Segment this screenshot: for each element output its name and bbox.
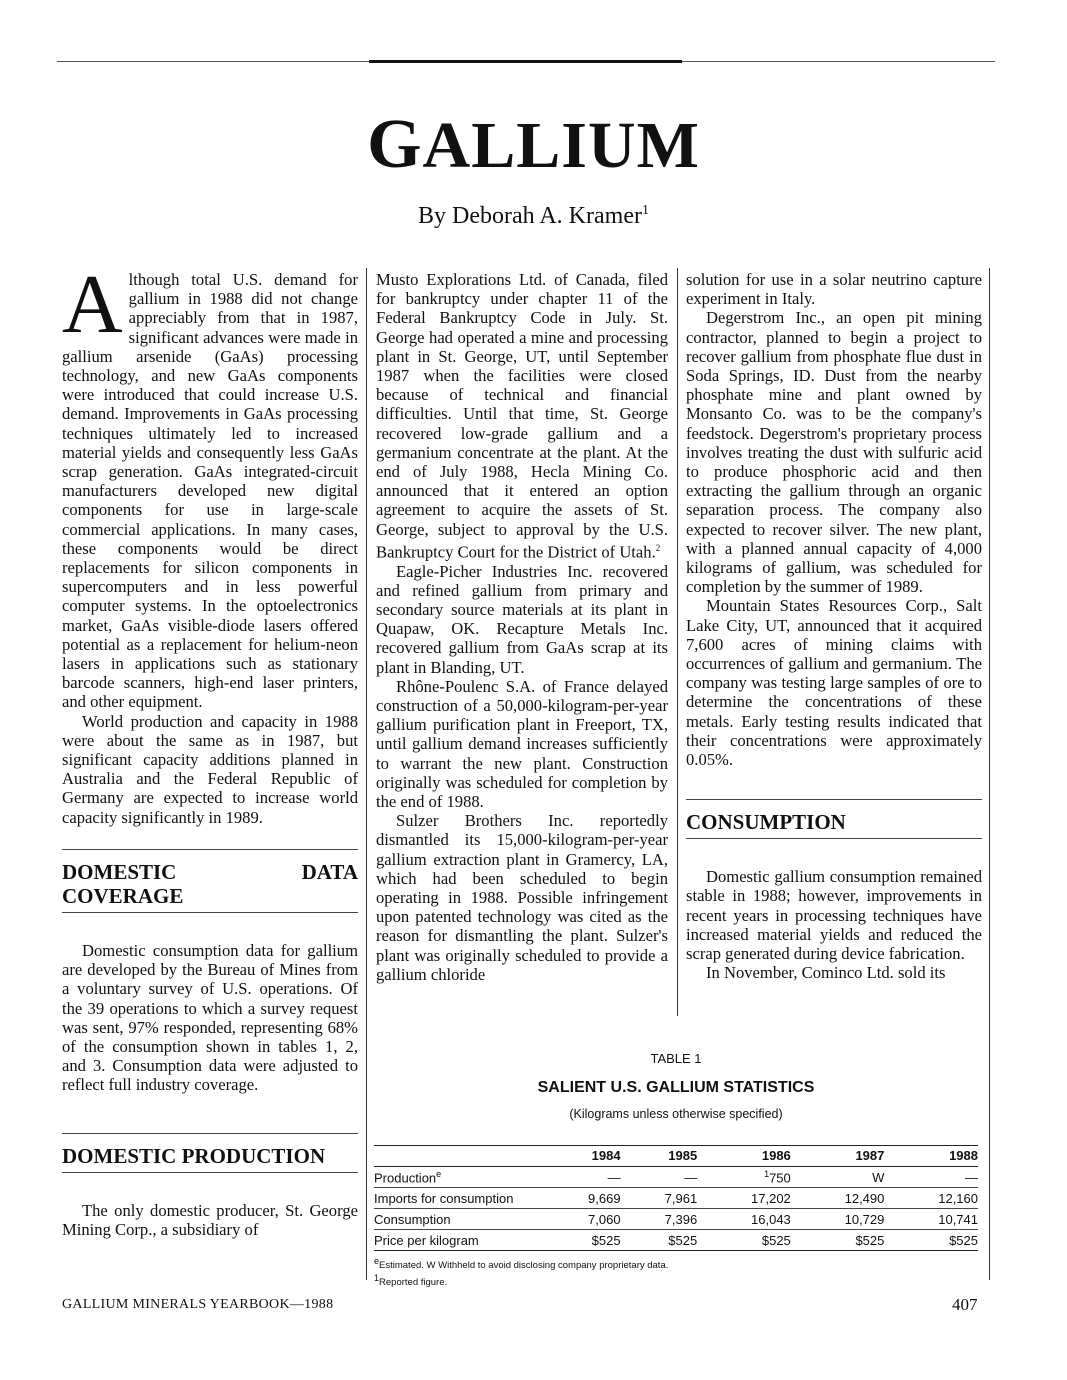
table-cell: 7,396 <box>621 1209 698 1230</box>
column-1 <box>62 258 358 1239</box>
table-note: $^1$Reported figure. <box>374 1273 448 1289</box>
table-cell: 10,741 <box>884 1209 978 1230</box>
table-cell: — <box>884 1167 978 1188</box>
table-cell: — <box>621 1167 698 1188</box>
table-subtitle: (Kilograms unless otherwise specified) <box>569 1107 783 1121</box>
table-note: $^e$Estimated. W Withheld to avoid disclosing company proprietary data. <box>374 1256 669 1272</box>
header-cell: 1985 <box>621 1146 698 1167</box>
section-rule <box>62 1172 358 1173</box>
table-cell: 17,202 <box>697 1188 791 1209</box>
page-number: 407 <box>952 1295 978 1314</box>
table-cell: $525 <box>884 1230 978 1251</box>
paragraph: Eagle-Picher Industries Inc. recovered and refined gallium from primary and secondary source materials at its plant in Quapaw, OK. Recapture Metals Inc. recovered gallium from GaAs scrap at its plant in Blanding, UT. <box>376 561 668 677</box>
table-cell: 10,729 <box>791 1209 885 1230</box>
table-cell: $525 <box>544 1230 621 1251</box>
header-cell: 1986 <box>697 1146 791 1167</box>
paragraph: Musto Explorations Ltd. of Canada, filed for bankruptcy under chapter 11 of the Federal Bankruptcy Code in July. St. George had operated a mine and processing plant in St. George, UT, until September 1987 when the facilities were closed because of technical and financial difficulties. Until that time, St. George recovered low-grade gallium and a germanium concentrate at the plant. At the end of July 1988, Hecla Mining Co. announced that it entered an option agreement to acquire the assets of St. George, subject to approval by the U.S. Bankruptcy Court for the District of Utah.$^2$ <box>376 270 668 562</box>
paragraph: In November, Cominco Ltd. sold its <box>706 963 946 983</box>
running-footer: GALLIUM MINERALS YEARBOOK—1988 <box>62 1297 334 1312</box>
table-notes <box>374 1255 978 1289</box>
row-label: Consumption <box>374 1209 544 1230</box>
column-divider <box>989 268 990 1280</box>
table-cell: 16,043 <box>697 1209 791 1230</box>
table-cell: 9,669 <box>544 1188 621 1209</box>
paragraph: solution for use in a solar neutrino capture experiment in Italy. <box>686 270 982 309</box>
paragraph: Rhône-Poulenc S.A. of France delayed construction of a 50,000-kilogram-per-year gallium purification plant in Freeport, TX, until gallium demand increases sufficiently to warrant the new plant. Construction originally was scheduled for completion by the end of 1988. <box>376 676 668 812</box>
table-cell: $525 <box>697 1230 791 1251</box>
paragraph: Domestic consumption data for gallium are developed by the Bureau of Mines from a voluntary survey of U.S. operations. Of the 39 operations to which a survey request was sent, 97% responded, representing 68% of the consumption shown in tables 1, 2, and 3. Consumption data were adjusted to reflect full industry coverage. <box>62 940 358 1095</box>
header-cell <box>374 1146 544 1167</box>
table-cell: 7,060 <box>544 1209 621 1230</box>
footnote-marker: 2 <box>655 542 661 553</box>
table-number: TABLE 1 <box>650 1051 702 1066</box>
section-rule <box>62 912 358 913</box>
table-row <box>374 1188 978 1209</box>
section-domestic-data-coverage <box>62 849 358 913</box>
row-label: Production$^e$ <box>374 1167 544 1188</box>
page-title: GALLIUM <box>367 106 700 183</box>
footnote-marker: 1 <box>764 1168 770 1179</box>
row-label: Imports for consumption <box>374 1188 544 1209</box>
table-cell: $525 <box>621 1230 698 1251</box>
table-1 <box>374 1050 978 1289</box>
byline: By Deborah A. Kramer$^1$ <box>418 203 649 229</box>
paragraph: The only domestic producer, St. George Mining Corp., a subsidiary of <box>62 1200 358 1239</box>
drop-cap: A <box>62 258 123 351</box>
table-row <box>374 1209 978 1230</box>
column-2 <box>376 270 668 984</box>
section-rule <box>686 838 982 839</box>
table-cell: W <box>791 1167 885 1188</box>
table-cell: $^1$750 <box>697 1167 791 1188</box>
table-cell: — <box>544 1167 621 1188</box>
header-cell: 1988 <box>884 1146 978 1167</box>
paragraph: Sulzer Brothers Inc. reportedly dismantled its 15,000-kilogram-per-year gallium extraction plant in Gramercy, LA, which had been scheduled to begin operating in 1988. Possible infringement upon patented technology was cited as the reason for dismantling the plant. Sulzer's plant was originally scheduled to provide a gallium chloride <box>376 811 668 984</box>
row-label: Price per kilogram <box>374 1230 544 1251</box>
table-title: SALIENT U.S. GALLIUM STATISTICS <box>537 1079 815 1096</box>
table-header-row <box>374 1146 978 1167</box>
column-divider <box>677 268 678 1016</box>
top-rule-accent <box>369 60 682 63</box>
header-cell: 1987 <box>791 1146 885 1167</box>
column-3 <box>686 270 982 983</box>
paragraph: World production and capacity in 1988 were about the same as in 1987, but significant capacity additions planned in Australia and the Federal Republic of Germany are expected to increase world capacity significantly in 1989. <box>62 711 358 827</box>
intro-paragraph: Although total U.S. demand for gallium in 1988 did not change appreciably from that in 1987, significant advances were made in gallium arsenide (GaAs) processing technology, and new GaAs components were introduced that could increase U.S. demand. Improvements in GaAs processing techniques ultimately led to increased material yields and consequently less GaAs scrap generation. GaAs integrated-circuit manufacturers developed new digital components for use in large-scale commercial applications. In many cases, these components would be direct replacements for silicon components in supercomputers and in less powerful computer systems. In the optoelectronics market, GaAs visible-diode lasers offered potential as a replacement for helium-neon lasers in applications such as stationary barcode scanners, high-end laser printers, and other equipment. <box>62 258 358 712</box>
section-consumption <box>686 799 982 839</box>
table-row <box>374 1230 978 1251</box>
table-row <box>374 1167 978 1188</box>
table-cell: 12,160 <box>884 1188 978 1209</box>
section-heading: DOMESTIC DATA COVERAGE <box>62 859 358 908</box>
table-cell: 12,490 <box>791 1188 885 1209</box>
paragraph: Domestic gallium consumption remained stable in 1988; however, improvements in recent years in processing techniques have increased material yields and reduced the scrap generated during device fabrication. <box>686 867 982 964</box>
table-cell: $525 <box>791 1230 885 1251</box>
statistics-table <box>374 1145 978 1251</box>
section-domestic-production <box>62 1133 358 1173</box>
column-divider <box>366 268 367 1280</box>
table-cell: 7,961 <box>621 1188 698 1209</box>
paragraph: Mountain States Resources Corp., Salt Lake City, UT, announced that it acquired 7,600 acres of mining claims with occurrences of gallium and germanium. The company was testing large samples of ore to determine the concentrations of these metals. Early testing results indicated that their concentrations were approximately 0.05%. <box>686 596 982 770</box>
section-heading: CONSUMPTION <box>686 810 846 835</box>
footnote-marker: e <box>436 1168 442 1179</box>
footnote-marker: 1 <box>641 203 649 218</box>
section-heading: DOMESTIC PRODUCTION <box>62 1143 326 1168</box>
header-cell: 1984 <box>544 1146 621 1167</box>
paragraph: Degerstrom Inc., an open pit mining contractor, planned to begin a project to recover gallium from phosphate flue dust in Soda Springs, ID. Dust from the nearby phosphate mine and plant owned by Monsanto Co. was to be the company's feedstock. Degerstrom's proprietary process involves treating the dust with sulfuric acid to produce phosphoric acid and then extracting the gallium through an organic separation process. The company also expected to recover silver. The new plant, with a planned annual capacity of 4,000 kilograms of gallium, was scheduled for completion by the summer of 1989. <box>686 308 982 597</box>
